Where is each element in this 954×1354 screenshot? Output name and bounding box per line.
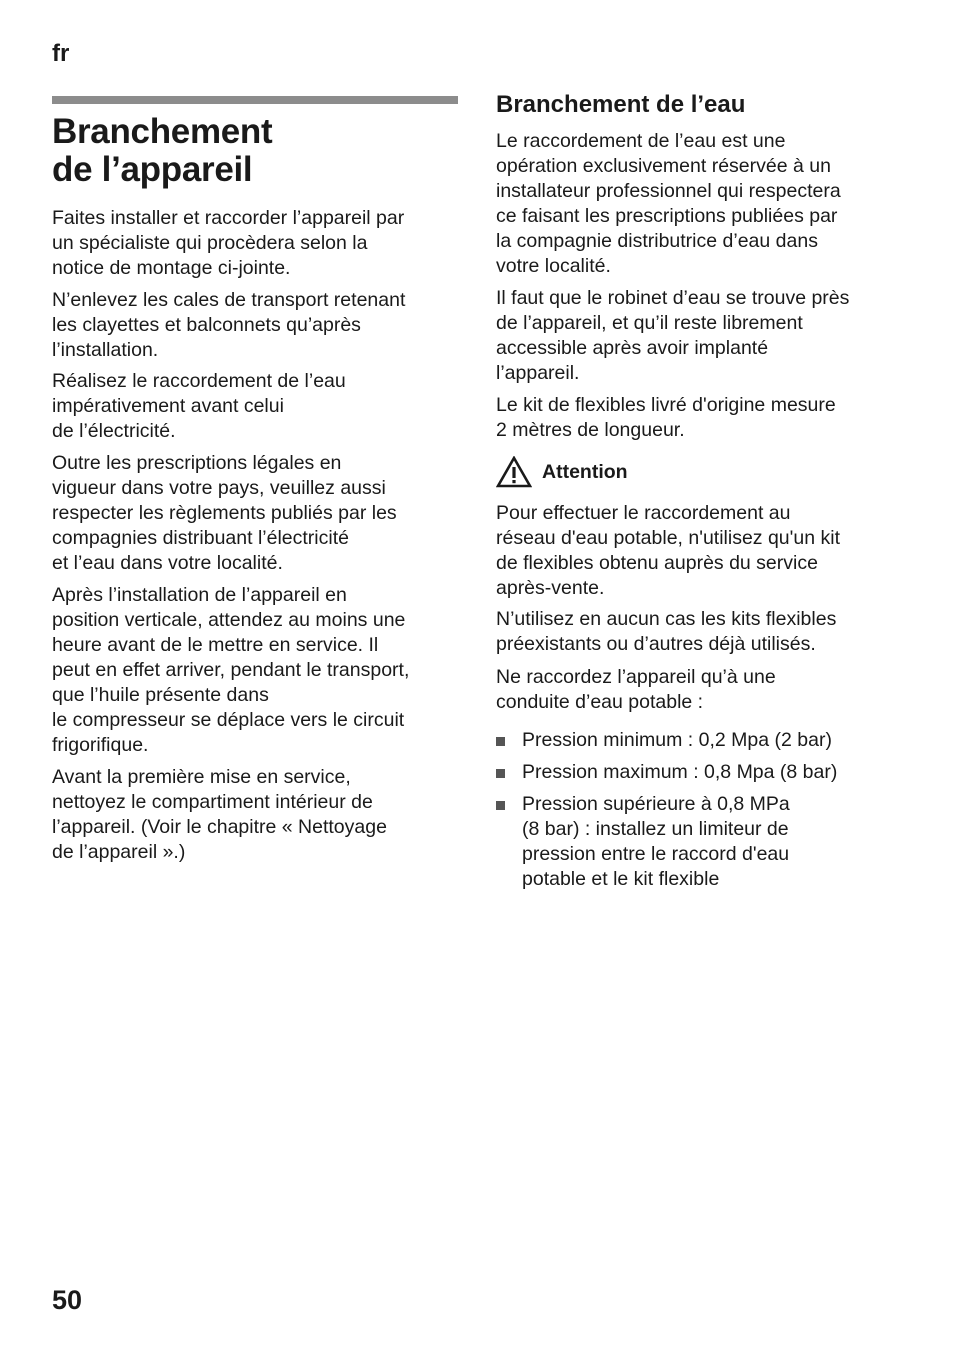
bullet-square-icon	[496, 769, 505, 778]
left-paragraph-2: N’enlevez les cales de transport retenant les clayettes et balconnets qu’après l’installation.	[52, 289, 406, 361]
right-paragraph-2: Il faut que le robinet d’eau se trouve près de l’appareil, et qu’il reste librement accessible après avoir implanté l’appareil.	[496, 287, 850, 384]
section-title-line-1: Branchement	[52, 112, 273, 151]
subsection-heading: Branchement de l’eau	[496, 91, 746, 118]
right-paragraph-3: Le kit de flexibles livré d'origine mesure 2 mètres de longueur.	[496, 394, 836, 441]
attention-paragraph-1: Pour effectuer le raccordement au réseau d'eau potable, n'utilisez qu'un kit de flexibles obtenu auprès du service après-vente.	[496, 502, 840, 599]
section-rule	[52, 96, 458, 104]
list-item: Pression supérieure à 0,8 MPa (8 bar) : installez un limiteur de pression entre le raccord d'eau potable et le kit flexible	[496, 792, 906, 892]
attention-paragraph-2: N’utilisez en aucun cas les kits flexibles préexistants ou d’autres déjà utilisés.	[496, 608, 837, 655]
pressure-list	[496, 728, 906, 899]
bullet-square-icon	[496, 801, 505, 810]
list-item: Pression minimum : 0,2 Mpa (2 bar)	[496, 728, 906, 753]
attention-header	[496, 455, 628, 489]
bullet-square-icon	[496, 737, 505, 746]
warning-triangle-icon	[496, 456, 532, 488]
section-title	[52, 113, 452, 189]
attention-paragraph-3: Ne raccordez l’appareil qu’à une conduite d’eau potable :	[496, 666, 776, 713]
left-paragraph-4: Outre les prescriptions légales en vigueur dans votre pays, veuillez aussi respecter les règlements publiés par les compagnies distribuant l’électricité et l’eau dans votre localité.	[52, 452, 397, 574]
left-paragraph-6: Avant la première mise en service, nettoyez le compartiment intérieur de l’appareil. (Voir le chapitre « Nettoyage de l’appareil ».)	[52, 766, 387, 863]
left-paragraph-5: Après l’installation de l’appareil en position verticale, attendez au moins une heure avant de le mettre en service. Il peut en effet arriver, pendant le transport, que l’huile présente dans le compresseur se déplace vers le circuit frigorifique.	[52, 584, 410, 756]
left-paragraph-3: Réalisez le raccordement de l’eau impérativement avant celui de l’électricité.	[52, 370, 346, 442]
list-item: Pression maximum : 0,8 Mpa (8 bar)	[496, 760, 906, 785]
attention-label: Attention	[542, 460, 628, 483]
page-number: 50	[52, 1285, 83, 1315]
section-title-line-2: de l’appareil	[52, 150, 253, 189]
language-code: fr	[52, 40, 70, 67]
right-paragraph-1: Le raccordement de l’eau est une opération exclusivement réservée à un installateur professionnel qui respectera ce faisant les prescriptions publiées par la compagnie distributrice d’eau dans votre localité.	[496, 130, 841, 277]
left-paragraph-1: Faites installer et raccorder l’appareil par un spécialiste qui procèdera selon la notice de montage ci-jointe.	[52, 207, 405, 279]
